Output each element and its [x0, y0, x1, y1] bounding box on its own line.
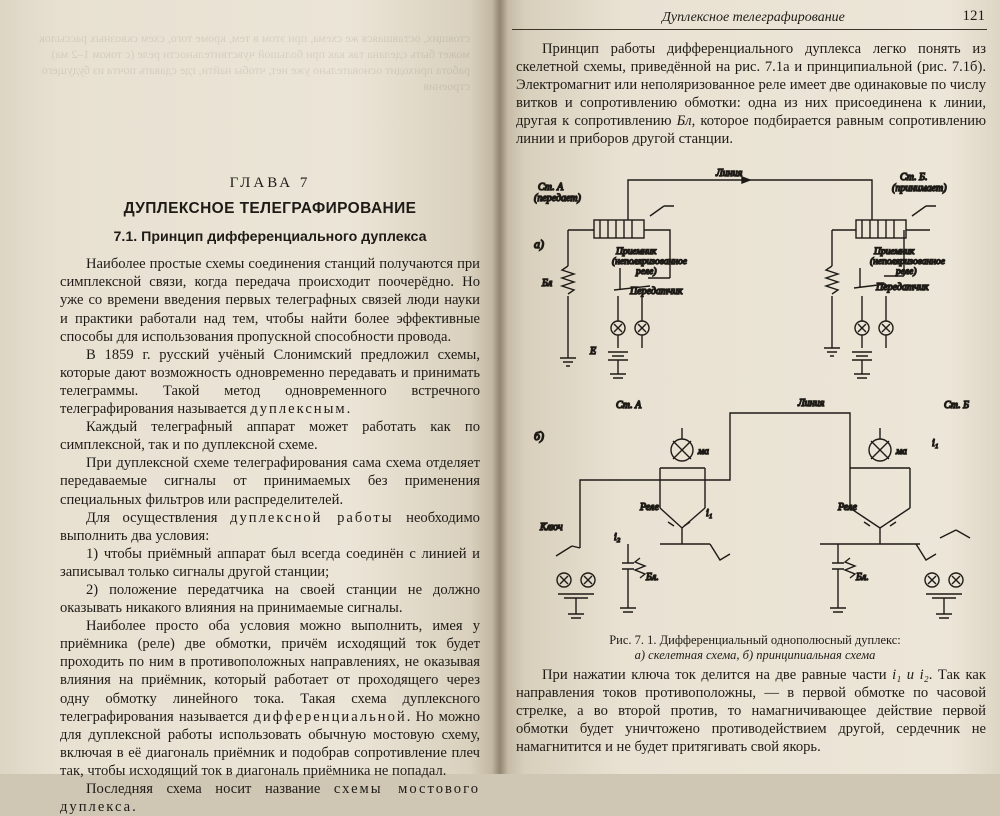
- balance-resistor-left: [562, 266, 574, 294]
- capacitor-b: [832, 544, 844, 569]
- label-station-a-b: Ст. А: [616, 400, 642, 411]
- battery-a: [558, 594, 594, 598]
- label-transmitter-right: Передатчик: [876, 282, 929, 293]
- emphasized-term: дуплексной работы: [230, 509, 394, 526]
- label-ma-a: ма: [698, 447, 709, 457]
- right-page-conclusion: [516, 666, 986, 756]
- figure-7-1: [520, 168, 990, 633]
- battery-b: [926, 594, 962, 598]
- battery-right: [852, 352, 872, 360]
- emphasized-term: Бл: [676, 113, 692, 130]
- line-arrow: [742, 177, 750, 183]
- label-key: Ключ: [540, 522, 563, 533]
- emphasized-term: дуплексным: [250, 401, 347, 418]
- label-station-b-role: (принимает): [892, 183, 947, 194]
- lamp-cross: [928, 576, 960, 584]
- label-station-b-b: Ст. Б: [944, 400, 970, 411]
- label-receiver-left: Приемник: [616, 247, 657, 257]
- ground-b2: [936, 598, 952, 618]
- wire: [820, 528, 920, 544]
- label-station-a: Ст. А: [538, 182, 564, 193]
- bleed-through-text: стоящих, оставшаяся же схема, при этом в тем, кроме того, схем сквозных рассылок может быть сделана так как при большой чувствительности реле (с током 1–2 ма) работа приходит основательно уже нет, чтобы найти, где сдавать почта из будущего строения: [39, 31, 470, 93]
- lamp-cross: [614, 324, 646, 332]
- caption-title: Рис. 7. 1. Дифференциальный однополюсный дуплекс:: [609, 633, 901, 647]
- armature-right: [912, 206, 936, 216]
- ground-a: [620, 569, 636, 612]
- wire: [850, 468, 910, 508]
- caption-subtitle: а) скелетная схема, б) принципиальная схема: [634, 648, 876, 662]
- relay-bridge-a: [660, 508, 705, 528]
- skeleton-scheme: [534, 168, 947, 378]
- paragraph-text: В 1859 г. русский учёный Слонимский предложил схемы, которые дают возможность одновременно передавать и принимать телеграммы. Такой метод одновременного встречного телеграфирования называется: [60, 346, 480, 418]
- chapter-heading: ГЛАВА 7: [229, 175, 311, 191]
- book-gutter: [492, 0, 508, 774]
- label-e-a: Е: [590, 346, 597, 357]
- label-line-b: Линия: [798, 398, 825, 409]
- paragraph-text: .: [346, 401, 351, 418]
- ground-right-bl: [824, 296, 840, 356]
- ground-a2: [568, 598, 584, 618]
- ground-b: [830, 569, 846, 612]
- telegraph-key[interactable]: [556, 546, 580, 556]
- label-receiver-left-relay: реле): [636, 267, 657, 277]
- label-part-b: б): [534, 429, 545, 443]
- battery-left: [608, 352, 628, 360]
- paragraph: [60, 346, 480, 418]
- paragraph: Наиболее простые схемы соединения станций получаются при симплексной связи, когда передача происходит поочерёдно. Но уже со времени введения первых телеграфных связей люди науки и практики работали над тем, чтобы найти более эффективные способы для использования пропускной способности провода.: [60, 256, 480, 345]
- relay-leads-right: [832, 190, 930, 230]
- label-ma-b: ма: [896, 447, 907, 457]
- line-wire-b: [580, 413, 850, 548]
- paragraph-text: Последняя схема носит название: [86, 781, 321, 797]
- ground-left: [610, 360, 626, 378]
- label-receiver-left-type: (неполяризованное: [612, 257, 687, 267]
- label-station-a-role: (передает): [534, 193, 581, 204]
- relay-coil-left: [594, 220, 644, 238]
- paragraph-text: Для осуществления: [86, 509, 218, 526]
- label-receiver-right: Приемник: [874, 247, 915, 257]
- paragraph-text: Наиболее просто оба условия можно выполнить, имея у приёмника (реле) две обмотки, причём исходящий ток будет проходить по ним в противоположных направлениях, не оказывая влияния на приёмник, который работает от проходящего через одну обмотку линейного тока. Такая схема дуплексного телеграфирования называется: [60, 618, 480, 725]
- label-relay-a: Реле: [640, 502, 659, 513]
- label-receiver-right-type: (неполяризованное: [870, 257, 945, 267]
- paragraph: [516, 666, 986, 756]
- figure-caption: [520, 633, 990, 663]
- running-header: [512, 8, 987, 30]
- relay-coil-right: [856, 220, 906, 238]
- relay-contact-b: [916, 544, 936, 560]
- paragraph-text: Принцип работы дифференциального дуплекса легко понять из скелетной схемы, приведённой на рис. 7.1а и принципиальной (рис. 7.1б). Электромагнит или неполяризованное реле имеет две одинаковые по числу витков и сопротивлению обмотки: одна из них присоединена к линии, другая к сопротивлению: [516, 41, 986, 130]
- telegraph-key-b[interactable]: [940, 530, 970, 538]
- emphasized-term: дифференциальной: [253, 708, 407, 725]
- label-bl-a: Бл: [542, 278, 553, 289]
- label-line-a: Линия: [716, 168, 743, 179]
- paragraph: [60, 509, 480, 545]
- paragraph-text: .: [132, 799, 136, 816]
- galvanometer-needle: [673, 428, 691, 459]
- label-i2: i₂: [614, 532, 621, 543]
- label-bl-b-a: Бл.: [646, 572, 659, 583]
- relay-windings-b: [864, 522, 896, 526]
- label-transmitter-left: Передатчик: [630, 286, 683, 297]
- paragraph: [516, 40, 986, 149]
- circuit-diagram: [520, 168, 990, 633]
- line-wire: [628, 180, 872, 190]
- armature-left: [650, 206, 674, 216]
- wire: [660, 468, 705, 508]
- paragraph: Каждый телеграфный аппарат может работать как по симплексной, так и по дуплексной схеме.: [60, 419, 480, 454]
- balance-resistor-b: [845, 558, 855, 578]
- lamp-cross: [858, 324, 890, 332]
- capacitor-a: [622, 563, 634, 569]
- emphasized-term: схемы мостового дуплекса: [60, 781, 480, 816]
- paragraph: [60, 617, 480, 780]
- paragraph: 1) чтобы приёмный аппарат был всегда соединён с линией и записывал только сигналы другой станции;: [60, 545, 480, 580]
- left-page-body: [60, 174, 480, 816]
- label-receiver-right-relay: реле): [896, 267, 917, 277]
- paragraph: При дуплексной схеме телеграфирования сама схема отделяет передаваемые сигналы от принимаемых без применения специальных фильтров или распределителей.: [60, 455, 480, 508]
- chapter-title: ДУПЛЕКСНОЕ ТЕЛЕГРАФИРОВАНИЕ: [123, 200, 417, 218]
- wire: [660, 528, 710, 544]
- ground-right: [854, 360, 870, 378]
- balance-resistor-right: [826, 266, 838, 294]
- paragraph: 2) положение передатчика на своей станции не должно оказывать никакого влияния на принимаемые сигналы.: [60, 581, 480, 617]
- paragraph-text: необходимо выполнить два условия:: [60, 509, 480, 544]
- right-page-intro: [516, 40, 986, 149]
- relay-windings-right: [862, 220, 894, 238]
- label-bl-b-b: Бл.: [856, 572, 869, 583]
- balance-resistor-a: [635, 558, 645, 578]
- relay-windings-left: [600, 220, 632, 238]
- label-i1-b: i₁: [932, 438, 939, 449]
- paragraph-text: . Так как направления токов противоположны, — в первой обмотке по часовой стрелке, а во второй против, то намагничивающее действие первой обмотки будет уничтожено противодействием другой, сердечник не намагнитится и не будет притягивать свой якорь.: [516, 667, 986, 756]
- label-relay-b: Реле: [838, 502, 857, 513]
- relay-contact-a: [710, 544, 730, 560]
- ground-left-bl: [560, 296, 576, 366]
- running-head: Дуплексное телеграфирование: [662, 10, 845, 25]
- section-title: 7.1. Принцип дифференциального дуплекса: [113, 229, 427, 246]
- paragraph-text: При нажатии ключа ток делится на две равные части: [542, 667, 887, 683]
- principle-scheme: [534, 398, 970, 618]
- paragraph: [60, 780, 480, 816]
- label-part-a: а): [534, 237, 544, 251]
- lamp-cross: [560, 576, 592, 584]
- label-station-b: Ст. Б.: [900, 172, 928, 183]
- page-number: 121: [962, 8, 985, 24]
- emphasized-term: i₁ и i₂: [892, 667, 929, 683]
- paragraph-text: . Но можно для дуплексной работы использовать обычную мостовую схему, включая в её диагональ приёмник и подобрав сопротивление плеч так, чтобы исходящий ток в диагональ приёмника не попадал.: [60, 708, 480, 779]
- galvanometer-needle: [871, 428, 889, 459]
- paragraph-text: , которое подбирается равным сопротивлению линии и приборов другой станции.: [516, 113, 986, 148]
- relay-bridge-b: [850, 508, 910, 528]
- label-i1-a: i₁: [706, 508, 713, 519]
